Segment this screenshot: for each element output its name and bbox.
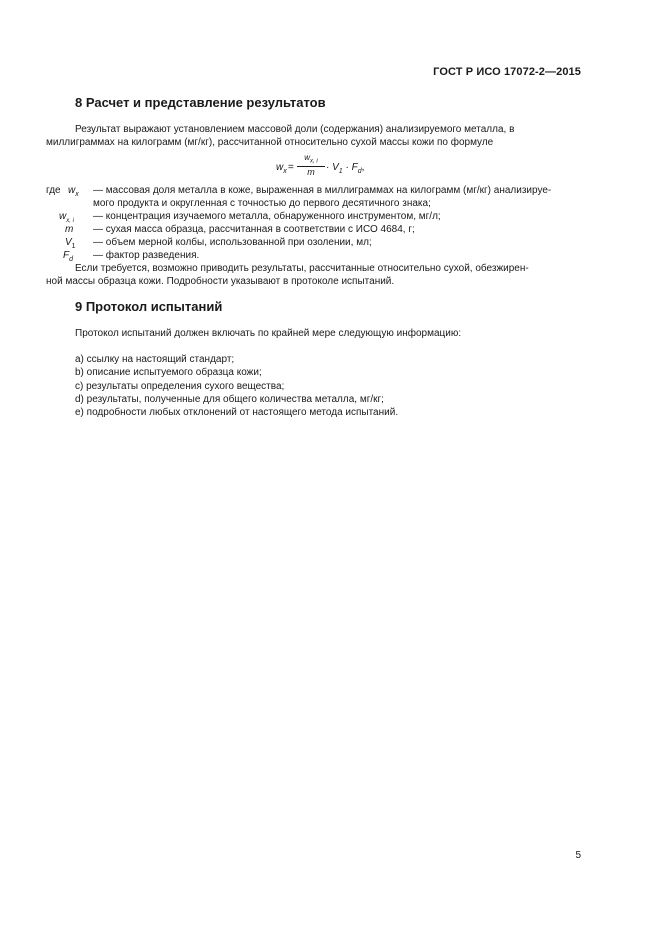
definition-text: — объем мерной колбы, использованной при озолении, мл; xyxy=(93,237,372,248)
definition-symbol: $V_1$ xyxy=(65,237,76,250)
formula-lhs: $w_x$ xyxy=(276,162,287,175)
definition-symbol: $w_x$ xyxy=(68,185,79,198)
document-code-header: ГОСТ Р ИСО 17072-2—2015 xyxy=(433,66,581,78)
formula xyxy=(276,153,396,183)
report-requirements-list xyxy=(75,353,398,419)
where-label: где xyxy=(46,185,61,196)
section-8-intro-line-2: миллиграммах на килограмм (мг/кг), рассчитанной относительно сухой массы кожи по формуле xyxy=(46,137,494,148)
list-item: a) ссылку на настоящий стандарт; xyxy=(75,354,235,365)
list-item: c) результаты определения сухого вещества; xyxy=(75,380,285,392)
definition-text: — фактор разведения. xyxy=(93,250,200,261)
definition-text: — сухая масса образца, рассчитанная в соответствии с ИСО 4684, г; xyxy=(93,224,415,235)
section-9-heading: 9 Протокол испытаний xyxy=(75,299,223,314)
section-9-intro: Протокол испытаний должен включать по крайней мере следующую информацию: xyxy=(75,328,462,339)
definition-symbol: $F_d$ xyxy=(63,250,74,263)
section-8-note-line-2: ной массы образца кожи. Подробности указывают в протоколе испытаний. xyxy=(46,276,395,287)
section-8-heading: 8 Расчет и представление результатов xyxy=(75,95,326,110)
definition-symbol: m xyxy=(65,224,74,235)
page-number: 5 xyxy=(575,850,581,861)
definition-text: мого продукта и округленная с точностью до первого десятичного знака; xyxy=(93,198,431,209)
list-item: b) описание испытуемого образца кожи; xyxy=(75,367,262,379)
list-item: d) результаты, полученные для общего количества металла, мг/кг; xyxy=(75,393,384,405)
formula-equals: = xyxy=(288,162,294,173)
definition-symbol: $w_{x, i}$ xyxy=(59,211,74,224)
formula-rest: · $V_1 \cdot F_d$, xyxy=(326,162,365,175)
section-8-note-line-1: Если требуется, возможно приводить результаты, рассчитанные относительно сухой, обезжирен- xyxy=(75,263,529,274)
section-8-intro-line-1: Результат выражают установлением массовой доли (содержания) анализируемого металла, в xyxy=(75,124,515,135)
definition-text: — массовая доля металла в коже, выраженная в миллиграммах на килограмм (мг/кг) анализируе- xyxy=(93,185,552,196)
list-item: e) подробности любых отклонений от настоящего метода испытаний. xyxy=(75,407,399,419)
formula-fraction: $\frac{w_{x, i}}{m}$ xyxy=(297,153,325,177)
definition-text: — концентрация изучаемого металла, обнаруженного инструментом, мг/л; xyxy=(93,211,441,222)
